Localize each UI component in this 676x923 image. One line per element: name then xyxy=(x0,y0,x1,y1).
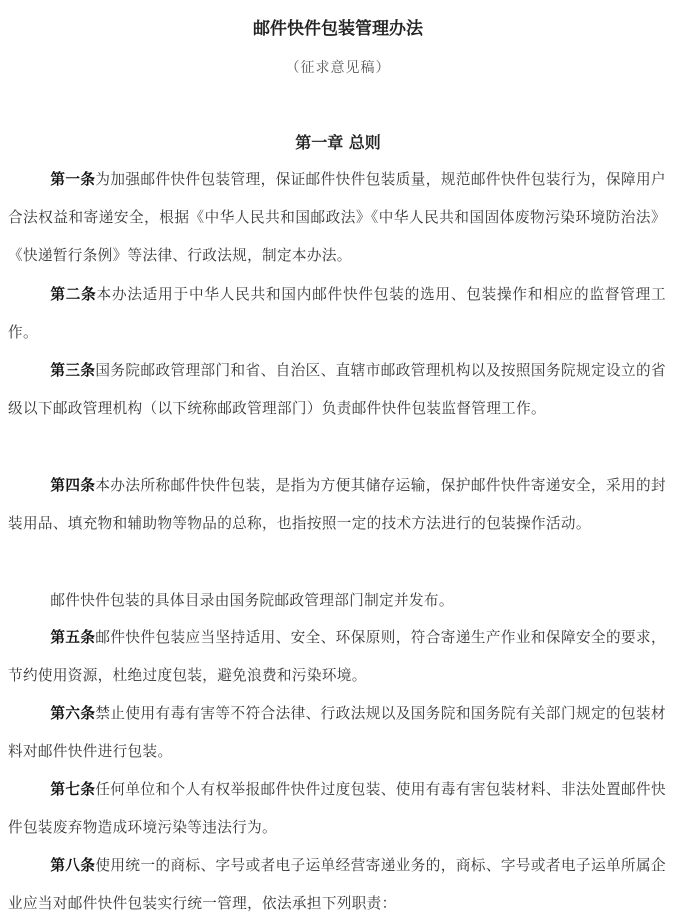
article-text: 任何单位和个人有权举报邮件快件过度包装、使用有毒有害包装材料、非法处置邮件快件包装废弃物造成环境污染等违法行为。 xyxy=(8,781,666,836)
article-2 xyxy=(8,276,666,352)
article-text: 使用统一的商标、字号或者电子运单经营寄递业务的，商标、字号或者电子运单所属企业应当对邮件快件包装实行统一管理，依法承担下列职责： xyxy=(8,857,666,912)
article-label: 第六条 xyxy=(50,705,96,722)
article-label: 第八条 xyxy=(50,857,96,874)
article-label: 第五条 xyxy=(50,629,96,646)
article-text: 本办法所称邮件快件包装，是指为方便其储存运输，保护邮件快件寄递安全，采用的封装用品、填充物和辅助物等物品的总称，也指按照一定的技术方法进行的包装操作活动。 xyxy=(8,477,666,532)
article-4-paragraph-2 xyxy=(8,582,666,620)
article-label: 第七条 xyxy=(50,781,96,798)
article-text: 邮件快件包装应当坚持适用、安全、环保原则，符合寄递生产作业和保障安全的要求，节约使用资源，杜绝过度包装，避免浪费和污染环境。 xyxy=(8,629,666,684)
article-text: 邮件快件包装的具体目录由国务院邮政管理部门制定并发布。 xyxy=(50,592,454,609)
article-1 xyxy=(8,161,666,275)
article-text: 禁止使用有毒有害等不符合法律、行政法规以及国务院和国务院有关部门规定的包装材料对邮件快件进行包装。 xyxy=(8,705,666,760)
article-3 xyxy=(8,352,666,428)
article-4 xyxy=(8,467,666,543)
article-label: 第二条 xyxy=(50,286,97,303)
article-8 xyxy=(8,847,666,923)
article-6 xyxy=(8,695,666,771)
article-label: 第一条 xyxy=(50,171,96,188)
article-5 xyxy=(8,619,666,695)
article-label: 第三条 xyxy=(50,362,96,379)
chapter-heading: 第一章 总则 xyxy=(295,133,381,152)
document-subtitle: （征求意见稿） xyxy=(285,60,391,76)
document-title: 邮件快件包装管理办法 xyxy=(253,19,423,39)
article-text: 为加强邮件快件包装管理，保证邮件快件包装质量，规范邮件快件包装行为，保障用户合法权益和寄递安全，根据《中华人民共和国邮政法》《中华人民共和国固体废物污染环境防治法》《快递暂行条例》等法律、行政法规，制定本办法。 xyxy=(8,171,666,264)
article-text: 本办法适用于中华人民共和国内邮件快件包装的选用、包装操作和相应的监督管理工作。 xyxy=(8,286,666,341)
article-7 xyxy=(8,771,666,847)
article-text: 国务院邮政管理部门和省、自治区、直辖市邮政管理机构以及按照国务院规定设立的省级以下邮政管理机构（以下统称邮政管理部门）负责邮件快件包装监督管理工作。 xyxy=(8,362,666,417)
article-label: 第四条 xyxy=(50,477,96,494)
